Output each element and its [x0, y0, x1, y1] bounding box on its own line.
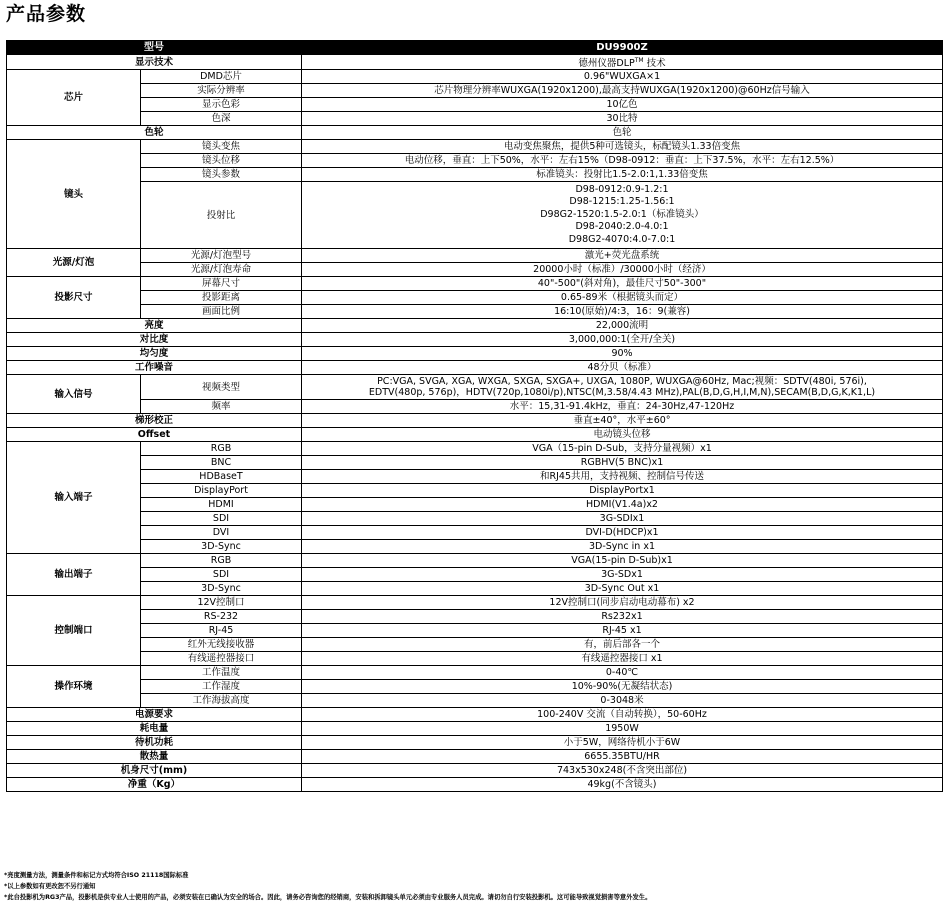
table-row	[7, 750, 943, 764]
row-value: Rs232x1	[302, 610, 943, 624]
row-value: 有，前后部各一个	[302, 638, 943, 652]
sub-label: 镜头变焦	[141, 140, 302, 154]
table-row	[7, 568, 943, 582]
sub-label: 投影距离	[141, 291, 302, 305]
row-value: RJ-45 x1	[302, 624, 943, 638]
row-label: 待机功耗	[7, 736, 302, 750]
row-value: 1950W	[302, 722, 943, 736]
sub-label: 工作温度	[141, 666, 302, 680]
sub-label: 3D-Sync	[141, 582, 302, 596]
table-row	[7, 638, 943, 652]
row-value: 10亿色	[302, 98, 943, 112]
table-row	[7, 652, 943, 666]
table-row	[7, 55, 943, 70]
category-label: 控制端口	[7, 596, 141, 666]
table-row	[7, 680, 943, 694]
sub-label: 投射比	[141, 182, 302, 249]
row-value: 电动位移，垂直：上下50%，水平：左右15%（D98-0912：垂直：上下37.5%，水平：左右12.5%）	[302, 154, 943, 168]
category-label: 输出端子	[7, 554, 141, 596]
row-label: 耗电量	[7, 722, 302, 736]
category-label: 芯片	[7, 70, 141, 126]
category-label: 输入信号	[7, 375, 141, 414]
table-row	[7, 736, 943, 750]
table-row	[7, 540, 943, 554]
throw-ratio-item: D98-0912:0.9-1.2:1	[575, 183, 669, 195]
row-value: 小于5W，网络待机小于6W	[302, 736, 943, 750]
row-label: Offset	[7, 428, 302, 442]
table-row	[7, 666, 943, 680]
row-value: 0.96"WUXGA×1	[302, 70, 943, 84]
row-value: 16:10(原始)/4:3，16：9(兼容)	[302, 305, 943, 319]
category-label: 镜头	[7, 140, 141, 249]
sub-label: BNC	[141, 456, 302, 470]
row-label: 机身尺寸(mm)	[7, 764, 302, 778]
row-value: 垂直±40°，水平±60°	[302, 414, 943, 428]
sub-label: 工作海拔高度	[141, 694, 302, 708]
table-row	[7, 512, 943, 526]
throw-ratio-item: D98-2040:2.0-4.0:1	[575, 221, 669, 233]
row-value: 48分贝（标准）	[302, 361, 943, 375]
footnote: *亮度测量方法，测量条件和标记方式均符合ISO 21118国际标准	[4, 872, 189, 879]
row-value: HDMI(V1.4a)x2	[302, 498, 943, 512]
row-value: VGA（15-pin D-Sub，支持分量视频）x1	[302, 442, 943, 456]
sub-label: HDBaseT	[141, 470, 302, 484]
sub-label: 镜头位移	[141, 154, 302, 168]
sub-label: 视频类型	[141, 375, 302, 400]
table-row	[7, 154, 943, 168]
table-row	[7, 400, 943, 414]
row-value: 3,000,000:1(全开/全关)	[302, 333, 943, 347]
row-value: 电动镜头位移	[302, 428, 943, 442]
sub-label: 实际分辨率	[141, 84, 302, 98]
table-row	[7, 112, 943, 126]
spec-table	[6, 40, 943, 792]
sub-label: DMD芯片	[141, 70, 302, 84]
row-value: 水平：15,31-91.4kHz，垂直：24-30Hz,47-120Hz	[302, 400, 943, 414]
row-value: 3G-SDIx1	[302, 512, 943, 526]
table-row	[7, 470, 943, 484]
table-row	[7, 708, 943, 722]
row-label: 梯形校正	[7, 414, 302, 428]
video-type-value: PC:VGA, SVGA, XGA, WXGA, SXGA, SXGA+, UXGA, 1080P, WUXGA@60Hz, Mac;视频：SDTV(480i, 576i), EDTV(480p, 576p)，HDTV(720p,1080i/p),NTSC(M,3.58/4.43 MHz),PAL(B,D,G,H,I,M,N),SECAM(B,D,G,K,K1,L)	[302, 375, 943, 400]
sub-label: RGB	[141, 442, 302, 456]
sub-label: 画面比例	[141, 305, 302, 319]
header-model: DU9900Z	[302, 41, 943, 55]
table-row	[7, 140, 943, 154]
table-row	[7, 764, 943, 778]
table-row	[7, 277, 943, 291]
row-value: RGBHV(5 BNC)x1	[302, 456, 943, 470]
sub-label: 频率	[141, 400, 302, 414]
sub-label: 光源/灯泡型号	[141, 249, 302, 263]
table-row	[7, 694, 943, 708]
row-value: 20000小时（标准）/30000小时（经济）	[302, 263, 943, 277]
table-row	[7, 498, 943, 512]
table-row	[7, 610, 943, 624]
table-row	[7, 333, 943, 347]
throw-ratio-list	[302, 182, 943, 249]
row-value: 3D-Sync in x1	[302, 540, 943, 554]
row-value: 0.65-89米（根据镜头而定）	[302, 291, 943, 305]
sub-label: SDI	[141, 512, 302, 526]
row-label: 散热量	[7, 750, 302, 764]
row-label: 色轮	[7, 126, 302, 140]
table-row	[7, 778, 943, 792]
page-title: 产品参数	[6, 3, 87, 25]
row-label: 对比度	[7, 333, 302, 347]
table-row	[7, 263, 943, 277]
row-value: 10%-90%(无凝结状态)	[302, 680, 943, 694]
row-label: 工作噪音	[7, 361, 302, 375]
category-label: 输入端子	[7, 442, 141, 554]
row-value: 0-40℃	[302, 666, 943, 680]
table-row	[7, 168, 943, 182]
footnotes	[4, 870, 944, 903]
table-row	[7, 249, 943, 263]
row-label: 均匀度	[7, 347, 302, 361]
sub-label: 镜头参数	[141, 168, 302, 182]
row-label: 电源要求	[7, 708, 302, 722]
row-label: 亮度	[7, 319, 302, 333]
sub-label: RGB	[141, 554, 302, 568]
row-value: 德州仪器DLP™ 技术	[302, 55, 943, 70]
row-value: 色轮	[302, 126, 943, 140]
table-row	[7, 526, 943, 540]
row-value: 22,000流明	[302, 319, 943, 333]
table-row	[7, 554, 943, 568]
category-label: 光源/灯泡	[7, 249, 141, 277]
throw-ratio-item: D98G2-4070:4.0-7.0:1	[568, 234, 676, 246]
table-row	[7, 456, 943, 470]
table-row	[7, 305, 943, 319]
row-value: 有线遥控器接口 x1	[302, 652, 943, 666]
sub-label: 显示色彩	[141, 98, 302, 112]
sub-label: 屏幕尺寸	[141, 277, 302, 291]
table-row	[7, 722, 943, 736]
table-row	[7, 428, 943, 442]
table-row	[7, 484, 943, 498]
footnote: *此台投影机为RG3产品，投影机是供专业人士使用的产品，必须安装在已确认为安全的场合。因此，请务必咨询您的经销商，安装和拆卸镜头单元必须由专业服务人员完成。请切勿自行安装投影机。这可能导致视觉损害等意外发生。	[4, 894, 652, 901]
row-value: 6655.35BTU/HR	[302, 750, 943, 764]
table-row	[7, 442, 943, 456]
table-row	[7, 291, 943, 305]
row-value: 激光+荧光盘系统	[302, 249, 943, 263]
header-label: 型号	[7, 41, 302, 55]
row-value: 3D-Sync Out x1	[302, 582, 943, 596]
sub-label: SDI	[141, 568, 302, 582]
sub-label: DisplayPort	[141, 484, 302, 498]
table-header-row	[7, 41, 943, 55]
row-value: 90%	[302, 347, 943, 361]
table-row	[7, 84, 943, 98]
row-value: DisplayPortx1	[302, 484, 943, 498]
table-row	[7, 126, 943, 140]
sub-label: 红外无线接收器	[141, 638, 302, 652]
row-value: 49kg(不含镜头)	[302, 778, 943, 792]
row-value: 743x530x248(不含突出部位)	[302, 764, 943, 778]
table-row	[7, 347, 943, 361]
row-value: 标准镜头：投射比1.5-2.0:1,1.33倍变焦	[302, 168, 943, 182]
category-label: 投影尺寸	[7, 277, 141, 319]
row-value: 3G-SDx1	[302, 568, 943, 582]
table-row	[7, 319, 943, 333]
row-value: 100-240V 交流（自动转换），50-60Hz	[302, 708, 943, 722]
sub-label: DVI	[141, 526, 302, 540]
category-label: 操作环境	[7, 666, 141, 708]
row-label: 显示技术	[7, 55, 302, 70]
row-value: 30比特	[302, 112, 943, 126]
sub-label: 工作湿度	[141, 680, 302, 694]
table-row	[7, 414, 943, 428]
sub-label: RJ-45	[141, 624, 302, 638]
table-row	[7, 375, 943, 400]
row-value: 和RJ45共用，支持视频、控制信号传送	[302, 470, 943, 484]
table-row	[7, 596, 943, 610]
sub-label: 有线遥控器接口	[141, 652, 302, 666]
sub-label: HDMI	[141, 498, 302, 512]
row-value: DVI-D(HDCP)x1	[302, 526, 943, 540]
sub-label: 3D-Sync	[141, 540, 302, 554]
row-value: VGA(15-pin D-Sub)x1	[302, 554, 943, 568]
table-row	[7, 182, 943, 249]
row-value: 电动变焦聚焦，提供5种可选镜头，标配镜头1.33倍变焦	[302, 140, 943, 154]
throw-ratio-item: D98G2-1520:1.5-2.0:1（标准镜头）	[540, 208, 704, 220]
throw-ratio-item: D98-1215:1.25-1.56:1	[569, 196, 675, 208]
table-row	[7, 361, 943, 375]
sub-label: 光源/灯泡寿命	[141, 263, 302, 277]
table-row	[7, 624, 943, 638]
sub-label: 色深	[141, 112, 302, 126]
row-value: 40"-500"(斜对角)，最佳尺寸50"-300"	[302, 277, 943, 291]
row-value: 0-3048米	[302, 694, 943, 708]
row-label: 净重（Kg）	[7, 778, 302, 792]
table-row	[7, 582, 943, 596]
row-value: 12V控制口(同步启动电动幕布) x2	[302, 596, 943, 610]
footnote: *以上参数如有更改恕不另行通知	[4, 883, 96, 890]
row-value: 芯片物理分辨率WUXGA(1920x1200),最高支持WUXGA(1920x1200)@60Hz信号输入	[302, 84, 943, 98]
sub-label: RS-232	[141, 610, 302, 624]
table-row	[7, 98, 943, 112]
sub-label: 12V控制口	[141, 596, 302, 610]
table-row	[7, 70, 943, 84]
